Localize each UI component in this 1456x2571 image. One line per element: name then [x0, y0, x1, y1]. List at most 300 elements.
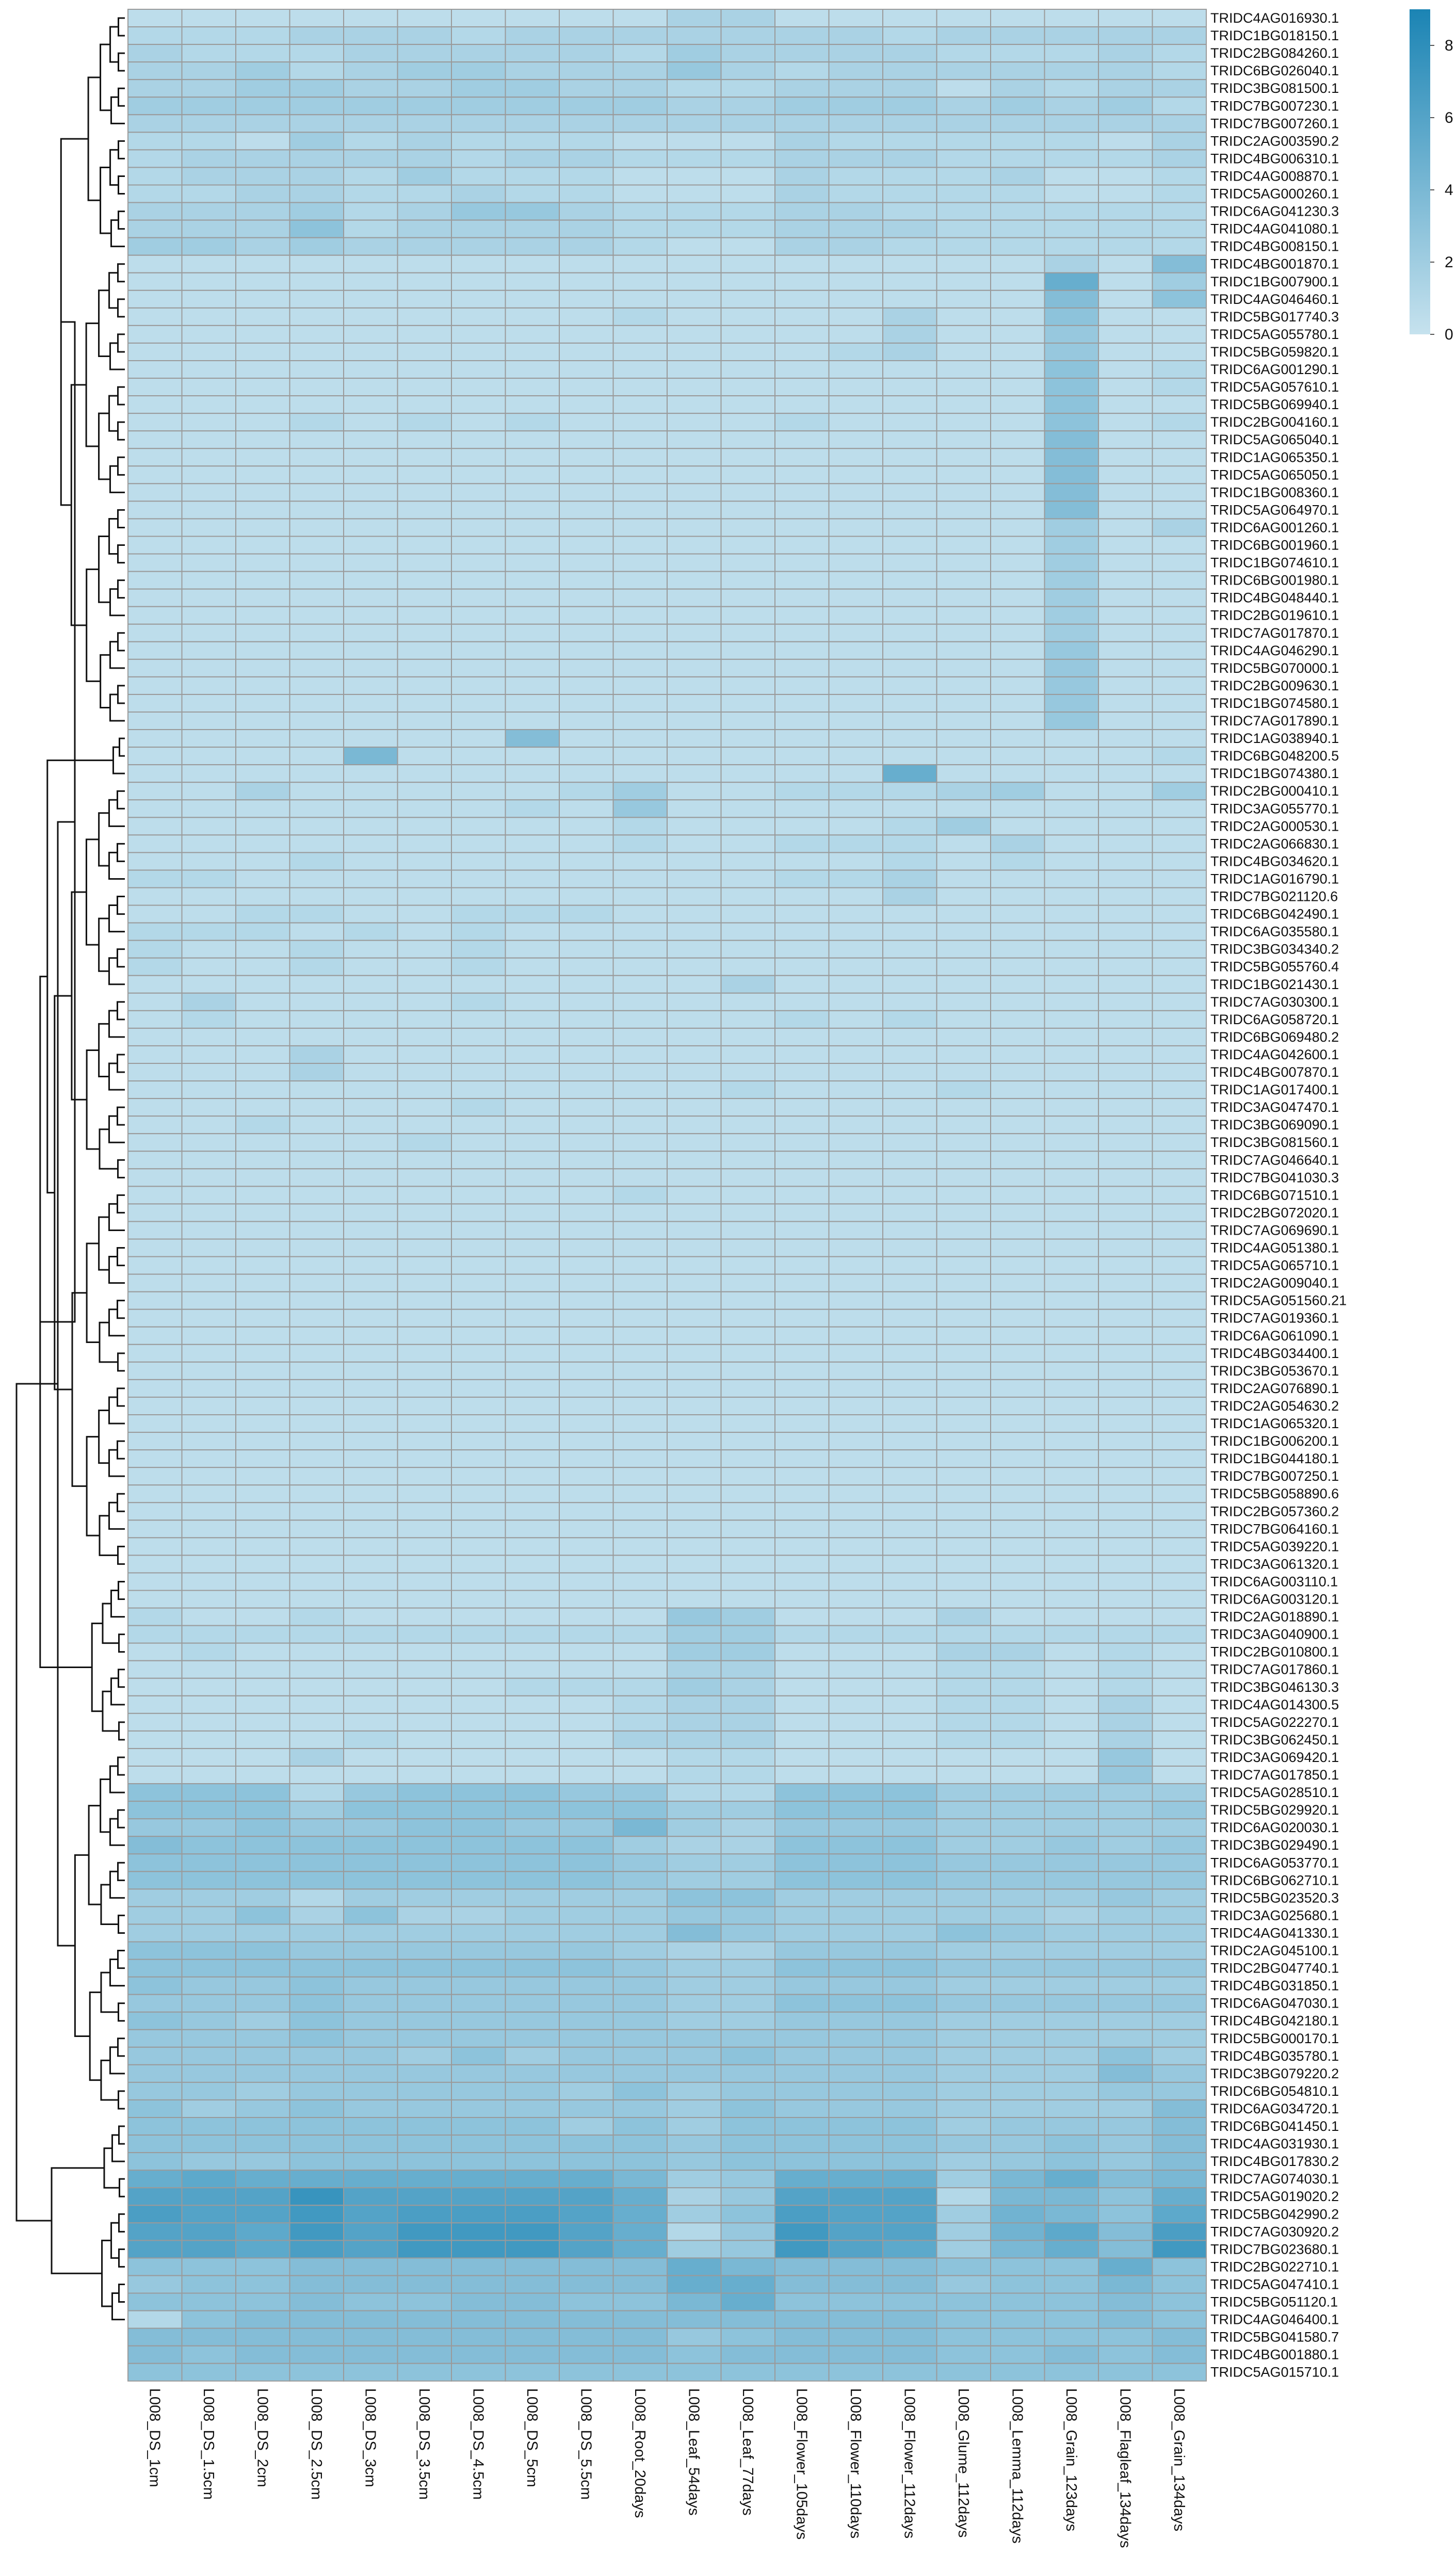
heatmap-cell [398, 1749, 452, 1766]
heatmap-cell [667, 361, 721, 378]
heatmap-cell [991, 1502, 1045, 1520]
dendrogram-branch [118, 457, 125, 475]
heatmap-cell [829, 607, 883, 624]
heatmap-cell [721, 1573, 775, 1590]
heatmap-cell [128, 852, 182, 870]
heatmap-cell [613, 1432, 668, 1450]
heatmap-cell [883, 2258, 937, 2275]
row-label: TRIDC7AG017850.1 [1210, 1767, 1339, 1783]
row-label: TRIDC5BG070000.1 [1210, 660, 1339, 676]
heatmap-cell [506, 2223, 560, 2240]
heatmap-cell [506, 396, 560, 413]
heatmap-cell [883, 2030, 937, 2047]
dendrogram-branch [99, 813, 109, 866]
heatmap-cell [721, 1784, 775, 1801]
row-label: TRIDC2BG004160.1 [1210, 414, 1339, 430]
heatmap-cell [613, 1661, 668, 1678]
heatmap-cell [1045, 2346, 1099, 2364]
heatmap-cell [883, 1573, 937, 1590]
heatmap-cell [451, 1450, 506, 1467]
column-label: L008_Grain_134days [1170, 2388, 1187, 2532]
heatmap-cell [1153, 238, 1207, 255]
heatmap-cell [1098, 1854, 1153, 1871]
heatmap-cell [1153, 642, 1207, 659]
row-dendrogram [17, 18, 125, 2320]
heatmap-cell [1153, 79, 1207, 97]
heatmap-cell [829, 1784, 883, 1801]
heatmap-cell [667, 150, 721, 167]
row-label: TRIDC5AG022270.1 [1210, 1714, 1339, 1730]
heatmap-cell [721, 326, 775, 343]
heatmap-cell [1153, 501, 1207, 519]
heatmap-cell [506, 1485, 560, 1502]
heatmap-cell [1153, 1134, 1207, 1151]
heatmap-cell [290, 941, 344, 958]
dendrogram-branch [86, 839, 99, 945]
heatmap-cell [1045, 1204, 1099, 1221]
heatmap-cell [1045, 2117, 1099, 2135]
heatmap-cell [775, 1801, 829, 1819]
heatmap-cell [236, 782, 290, 800]
heatmap-cell [236, 852, 290, 870]
heatmap-cell [344, 1924, 398, 1942]
heatmap-cell [937, 1169, 991, 1186]
dendrogram-branch [118, 1670, 125, 1687]
heatmap-cell [937, 1626, 991, 1643]
heatmap-cell [775, 132, 829, 150]
heatmap-cell [721, 378, 775, 396]
heatmap-cell [344, 1977, 398, 1995]
heatmap-cell [1098, 677, 1153, 694]
heatmap-cell [775, 466, 829, 483]
heatmap-cell [1098, 1573, 1153, 1590]
heatmap-cell [775, 730, 829, 747]
heatmap-cell [182, 1011, 236, 1028]
heatmap-cell [1153, 589, 1207, 607]
heatmap-cell [344, 1661, 398, 1678]
heatmap-cell [613, 1696, 668, 1713]
heatmap-cell [236, 2258, 290, 2275]
heatmap-cell [883, 993, 937, 1011]
heatmap-cell [883, 1397, 937, 1415]
heatmap-cell [1045, 730, 1099, 747]
heatmap-cell [1098, 1731, 1153, 1749]
heatmap-cell [829, 1397, 883, 1415]
row-label: TRIDC5AG065050.1 [1210, 467, 1339, 483]
heatmap-cell [667, 167, 721, 185]
heatmap-cell [236, 1819, 290, 1836]
heatmap-cell [1098, 2135, 1153, 2153]
heatmap-cell [829, 1749, 883, 1766]
heatmap-cell [398, 537, 452, 554]
heatmap-cell [937, 1608, 991, 1626]
heatmap-cell [128, 730, 182, 747]
heatmap-cell [1153, 2329, 1207, 2346]
heatmap-cell [991, 2329, 1045, 2346]
heatmap-cell [128, 273, 182, 290]
colorbar-tick-label: 0 [1445, 326, 1453, 343]
heatmap-cell [937, 290, 991, 308]
heatmap-cell [398, 2258, 452, 2275]
heatmap-cell [775, 1502, 829, 1520]
heatmap-cell [506, 976, 560, 993]
heatmap-cell [290, 1292, 344, 1309]
heatmap-cell [451, 97, 506, 115]
heatmap-cell [344, 1169, 398, 1186]
heatmap-cell [344, 185, 398, 203]
heatmap-cell [451, 1731, 506, 1749]
heatmap-cell [991, 290, 1045, 308]
heatmap-cell [667, 1836, 721, 1854]
heatmap-cell [451, 782, 506, 800]
heatmap-cell [883, 1309, 937, 1327]
heatmap-cell [1098, 765, 1153, 782]
heatmap-cell [1045, 203, 1099, 220]
heatmap-cell [290, 2258, 344, 2275]
heatmap-cell [236, 519, 290, 536]
heatmap-cell [991, 79, 1045, 97]
heatmap-cell [667, 1713, 721, 1731]
heatmap-cell [1098, 870, 1153, 887]
heatmap-cell [451, 466, 506, 483]
heatmap-cell [290, 2223, 344, 2240]
heatmap-cell [182, 1204, 236, 1221]
heatmap-cell [991, 1678, 1045, 1696]
heatmap-cell [559, 44, 613, 62]
heatmap-cell [883, 1942, 937, 1960]
heatmap-cell [613, 2012, 668, 2030]
heatmap-cell [775, 888, 829, 905]
heatmap-cell [775, 255, 829, 273]
heatmap-cell [506, 2240, 560, 2258]
heatmap-cell [1153, 27, 1207, 44]
heatmap-cell [128, 554, 182, 572]
heatmap-cell [721, 483, 775, 501]
heatmap-cell [937, 1591, 991, 1608]
heatmap-cell [1045, 905, 1099, 923]
heatmap-cell [451, 624, 506, 642]
heatmap-cell [559, 2030, 613, 2047]
heatmap-cell [236, 1257, 290, 1274]
heatmap-cell [506, 1257, 560, 1274]
heatmap-cell [182, 1028, 236, 1046]
heatmap-cell [829, 1257, 883, 1274]
heatmap-cell [398, 2293, 452, 2311]
heatmap-cell [344, 1836, 398, 1854]
heatmap-cell [775, 1942, 829, 1960]
heatmap-cell [991, 1380, 1045, 1397]
heatmap-cell [1045, 941, 1099, 958]
heatmap-cell [344, 1467, 398, 1485]
heatmap-cell [721, 2311, 775, 2329]
column-label: L008_Leaf_54days [685, 2388, 702, 2516]
heatmap-cell [667, 1960, 721, 1977]
heatmap-cell [775, 413, 829, 431]
heatmap-cell [344, 2100, 398, 2117]
heatmap-cell [613, 747, 668, 765]
heatmap-cell [829, 835, 883, 852]
heatmap-cell [128, 1380, 182, 1397]
heatmap-cell [667, 976, 721, 993]
heatmap-cell [344, 361, 398, 378]
heatmap-cell [1098, 694, 1153, 712]
heatmap-cell [667, 413, 721, 431]
heatmap-cell [344, 2047, 398, 2065]
heatmap-cell [128, 1327, 182, 1345]
heatmap-cell [829, 1871, 883, 1889]
heatmap-cell [991, 905, 1045, 923]
heatmap-cell [236, 1678, 290, 1696]
heatmap-cell [1098, 2082, 1153, 2100]
heatmap-cell [290, 905, 344, 923]
heatmap-cell [613, 519, 668, 536]
heatmap-cell [613, 62, 668, 79]
heatmap-cell [937, 1871, 991, 1889]
heatmap-cell [1045, 27, 1099, 44]
heatmap-cell [667, 238, 721, 255]
heatmap-cell [290, 1749, 344, 1766]
heatmap-cell [667, 712, 721, 730]
heatmap-cell [667, 782, 721, 800]
heatmap-cell [182, 2012, 236, 2030]
column-labels [146, 2388, 1187, 2548]
heatmap-cell [1045, 326, 1099, 343]
row-label: TRIDC4AG014300.5 [1210, 1696, 1339, 1712]
heatmap-cell [290, 1906, 344, 1924]
heatmap-cell [775, 2205, 829, 2223]
dendrogram-branch [118, 1757, 125, 1775]
heatmap-cell [506, 273, 560, 290]
heatmap-cell [182, 185, 236, 203]
heatmap-cell [1045, 448, 1099, 466]
heatmap-cell [128, 1678, 182, 1696]
heatmap-cell [613, 413, 668, 431]
heatmap-cell [1098, 572, 1153, 589]
heatmap-cell [236, 2275, 290, 2293]
heatmap-cell [775, 1836, 829, 1854]
heatmap-cell [344, 1713, 398, 1731]
heatmap-cell [451, 1784, 506, 1801]
row-label: TRIDC6AG041230.3 [1210, 203, 1339, 219]
heatmap-cell [236, 2188, 290, 2205]
heatmap-cell [290, 2100, 344, 2117]
heatmap-cell [559, 1889, 613, 1906]
heatmap-cell [559, 782, 613, 800]
heatmap-cell [613, 2170, 668, 2188]
heatmap-cell [290, 1345, 344, 1362]
heatmap-cell [182, 1836, 236, 1854]
heatmap-cell [991, 1766, 1045, 1784]
heatmap-cell [506, 607, 560, 624]
heatmap-cell [1153, 2047, 1207, 2065]
heatmap-cell [344, 1450, 398, 1467]
heatmap-cell [182, 1573, 236, 1590]
heatmap-cell [451, 431, 506, 448]
heatmap-cell [344, 2364, 398, 2381]
heatmap-cell [613, 1011, 668, 1028]
heatmap-cell [937, 1239, 991, 1257]
row-label: TRIDC3BG069090.1 [1210, 1117, 1339, 1133]
heatmap-cell [128, 203, 182, 220]
heatmap-cell [775, 1380, 829, 1397]
heatmap-cell [559, 326, 613, 343]
heatmap-cell [829, 2117, 883, 2135]
heatmap-cell [937, 589, 991, 607]
heatmap-cell [829, 1046, 883, 1063]
heatmap-cell [451, 1538, 506, 1555]
heatmap-cell [398, 1362, 452, 1380]
heatmap-cell [829, 9, 883, 27]
dendrogram-branch [118, 299, 125, 317]
heatmap-cell [128, 1309, 182, 1327]
heatmap-cell [1153, 694, 1207, 712]
heatmap-cell [1098, 1098, 1153, 1116]
heatmap-cells [128, 9, 1206, 2381]
dendrogram-branch [118, 141, 125, 158]
heatmap-cell [398, 1204, 452, 1221]
heatmap-cell [559, 976, 613, 993]
heatmap-cell [721, 1643, 775, 1661]
heatmap-cell [937, 238, 991, 255]
heatmap-cell [128, 290, 182, 308]
heatmap-cell [1045, 800, 1099, 817]
heatmap-cell [1153, 1626, 1207, 1643]
heatmap-cell [128, 1573, 182, 1590]
heatmap-cell [991, 1696, 1045, 1713]
heatmap-cell [991, 1643, 1045, 1661]
heatmap-cell [1045, 1696, 1099, 1713]
heatmap-cell [344, 2153, 398, 2170]
heatmap-cell [883, 1626, 937, 1643]
heatmap-cell [1098, 537, 1153, 554]
heatmap-cell [667, 1169, 721, 1186]
heatmap-cell [344, 2030, 398, 2047]
heatmap-cell [1045, 483, 1099, 501]
heatmap-cell [991, 378, 1045, 396]
heatmap-cell [667, 941, 721, 958]
heatmap-cell [613, 1995, 668, 2012]
heatmap-cell [128, 483, 182, 501]
heatmap-cell [128, 132, 182, 150]
heatmap-cell [937, 1502, 991, 1520]
heatmap-cell [128, 677, 182, 694]
heatmap-cell [937, 1309, 991, 1327]
heatmap-cell [775, 1098, 829, 1116]
heatmap-cell [1098, 1204, 1153, 1221]
heatmap-cell [236, 2311, 290, 2329]
heatmap-cell [1098, 1309, 1153, 1327]
row-label: TRIDC2BG022710.1 [1210, 2259, 1339, 2275]
heatmap-cell [506, 1397, 560, 1415]
row-label: TRIDC5BG023520.3 [1210, 1890, 1339, 1906]
row-label: TRIDC5AG065040.1 [1210, 432, 1339, 448]
heatmap-cell [937, 712, 991, 730]
heatmap-cell [236, 1538, 290, 1555]
row-label: TRIDC5AG019020.2 [1210, 2189, 1339, 2205]
heatmap-cell [883, 1151, 937, 1169]
heatmap-cell [991, 817, 1045, 835]
heatmap-cell [937, 1063, 991, 1081]
heatmap-cell [236, 747, 290, 765]
heatmap-cell [667, 2346, 721, 2364]
heatmap-cell [182, 941, 236, 958]
heatmap-cell [1045, 1889, 1099, 1906]
heatmap-cell [883, 1766, 937, 1784]
heatmap-cell [236, 1924, 290, 1942]
heatmap-cell [451, 1960, 506, 1977]
heatmap-cell [829, 1906, 883, 1924]
heatmap-cell [991, 1362, 1045, 1380]
heatmap-cell [128, 1151, 182, 1169]
heatmap-cell [1045, 1186, 1099, 1204]
heatmap-cell [721, 1995, 775, 2012]
heatmap-cell [236, 1749, 290, 1766]
heatmap-cell [398, 343, 452, 361]
heatmap-cell [506, 1380, 560, 1397]
heatmap-cell [775, 624, 829, 642]
heatmap-cell [236, 1784, 290, 1801]
heatmap-cell [451, 1555, 506, 1573]
heatmap-cell [236, 326, 290, 343]
heatmap-cell [829, 1204, 883, 1221]
heatmap-cell [182, 150, 236, 167]
heatmap-cell [559, 607, 613, 624]
heatmap-cell [559, 1046, 613, 1063]
heatmap-cell [613, 1169, 668, 1186]
heatmap-cell [236, 1854, 290, 1871]
heatmap-cell [1153, 905, 1207, 923]
heatmap-cell [1153, 1309, 1207, 1327]
heatmap-cell [991, 1555, 1045, 1573]
heatmap-cell [775, 1327, 829, 1345]
heatmap-cell [667, 27, 721, 44]
heatmap-cell [290, 1731, 344, 1749]
heatmap-cell [1045, 2205, 1099, 2223]
heatmap-cell [451, 9, 506, 27]
heatmap-cell [506, 1450, 560, 1467]
heatmap-cell [290, 466, 344, 483]
heatmap-cell [721, 1713, 775, 1731]
heatmap-cell [721, 923, 775, 941]
heatmap-cell [398, 1836, 452, 1854]
heatmap-cell [1045, 79, 1099, 97]
heatmap-cell [1153, 1081, 1207, 1098]
heatmap-cell [182, 1151, 236, 1169]
heatmap-cell [937, 27, 991, 44]
heatmap-cell [290, 1626, 344, 1643]
heatmap-cell [344, 273, 398, 290]
heatmap-cell [128, 2188, 182, 2205]
heatmap-cell [1045, 993, 1099, 1011]
heatmap-cell [1098, 1011, 1153, 1028]
heatmap-cell [721, 1397, 775, 1415]
heatmap-cell [398, 1081, 452, 1098]
heatmap-cell [613, 1977, 668, 1995]
heatmap-cell [1045, 2240, 1099, 2258]
dendrogram-branch [118, 2091, 125, 2109]
heatmap-cell [667, 694, 721, 712]
heatmap-cell [1045, 1784, 1099, 1801]
heatmap-cell [829, 1011, 883, 1028]
heatmap-cell [883, 185, 937, 203]
heatmap-cell [775, 1467, 829, 1485]
heatmap-cell [667, 765, 721, 782]
heatmap-cell [1098, 308, 1153, 326]
heatmap-cell [829, 1221, 883, 1239]
heatmap-cell [1153, 97, 1207, 115]
heatmap-cell [613, 694, 668, 712]
heatmap-cell [236, 1591, 290, 1608]
